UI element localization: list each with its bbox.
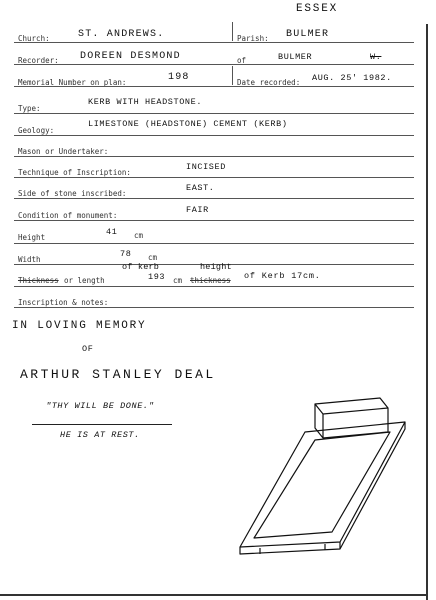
memorial-number-label: Memorial Number on plan: [18,78,127,87]
length-label: or length [64,276,105,285]
length-rule [14,286,414,287]
height-rule [14,243,414,244]
inscription-line-3: ARTHUR STANLEY DEAL [20,367,216,382]
card-bottom-edge [0,594,428,596]
row2-rule [14,64,414,65]
memorial-number-value: 198 [168,72,190,83]
width-label: Width [18,255,41,264]
inscription-line-1: IN LOVING MEMORY [12,320,147,332]
inscription-line-4: "THY WILL BE DONE." [46,401,155,411]
row3-divider [232,66,233,85]
county-heading: ESSEX [296,3,339,15]
condition-rule [14,220,414,221]
headstone-top [315,404,388,414]
geology-value: LIMESTONE (HEADSTONE) CEMENT (KERB) [88,119,288,129]
length-note: of kerb [122,262,160,272]
row3-rule [14,86,414,87]
side-label: Side of stone inscribed: [18,189,127,198]
length-unit: cm [173,276,183,285]
height-unit: cm [134,231,144,240]
recorder-value: DOREEN DESMOND [80,51,181,62]
condition-value: FAIR [186,205,209,215]
technique-label: Technique of Inscription: [18,168,131,177]
church-value: ST. ANDREWS. [78,29,165,40]
parish-label: Parish: [237,34,269,43]
monument-sketch [220,392,410,562]
thickness-struck: thickness [190,276,231,285]
row1-divider [232,22,233,41]
height-label: Height [18,233,46,242]
technique-value: INCISED [186,162,226,172]
church-label: Church: [18,34,50,43]
height-value: 41 [106,227,118,237]
thickness-label: Thickness [18,276,59,285]
date-recorded-label: Date recorded: [237,78,301,87]
parish-value: BULMER [286,29,330,40]
inscription-line-5: HE IS AT REST. [60,430,140,440]
technique-rule [14,177,414,178]
side-value: EAST. [186,183,215,193]
type-label: Type: [18,104,41,113]
inscription-label: Inscription & notes: [18,298,109,307]
condition-label: Condition of monument: [18,211,118,220]
of-struck-value: W. [370,52,382,62]
inscription-underline [32,424,172,425]
row1-rule [14,42,414,43]
width-value: 78 [120,249,132,259]
side-rule [14,198,414,199]
type-value: KERB WITH HEADSTONE. [88,97,203,107]
headstone-front [315,398,388,438]
height-note: height [200,262,232,272]
kerb-height-value: of Kerb 17cm. [244,271,321,281]
card-right-edge [426,24,428,600]
of-label: of [237,56,247,65]
geology-rule [14,135,414,136]
of-place-value: BULMER [278,52,313,62]
length-value: 193 [148,272,166,282]
width-unit: cm [148,253,158,262]
mason-label: Mason or Undertaker: [18,147,109,156]
kerb-outer [240,422,405,547]
inscription-rule [14,307,414,308]
type-rule [14,113,414,114]
recorder-label: Recorder: [18,56,59,65]
mason-rule [14,156,414,157]
date-recorded-value: AUG. 25' 1982. [312,73,392,83]
inscription-line-2: OF [82,344,94,354]
geology-label: Geology: [18,126,55,135]
